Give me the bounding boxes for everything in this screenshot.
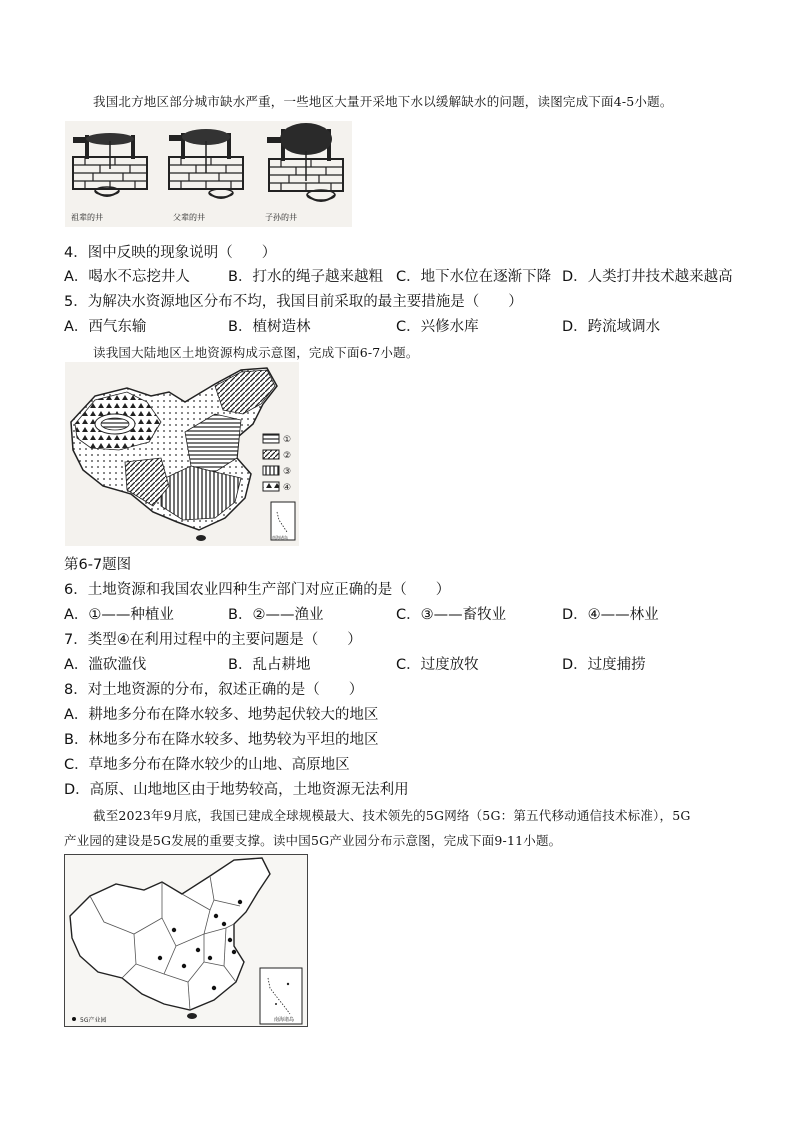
figure-caption: 第6-7题图 bbox=[64, 557, 132, 573]
q8-option-b[interactable]: B．林地多分布在降水较多、地势较为平坦的地区 bbox=[64, 732, 379, 748]
q6-option-b[interactable]: B．②——渔业 bbox=[228, 607, 324, 623]
wells-figure bbox=[65, 121, 352, 227]
q4-option-c[interactable]: C．地下水位在逐渐下降 bbox=[396, 269, 552, 285]
5g-park-marker bbox=[208, 956, 212, 960]
question-4-stem: 4．图中反映的现象说明（ ） bbox=[64, 245, 277, 261]
q6-option-a[interactable]: A．①——种植业 bbox=[64, 607, 174, 623]
intro-text-4-5: 我国北方地区部分城市缺水严重，一些地区大量开采地下水以缓解缺水的问题，读图完成下面4-5小题。 bbox=[93, 94, 673, 109]
well-label-1: 祖辈的井 bbox=[71, 213, 103, 222]
q5-option-d[interactable]: D．跨流域调水 bbox=[562, 319, 661, 335]
5g-park-marker bbox=[232, 950, 236, 954]
south-china-sea-inset bbox=[271, 502, 295, 540]
q8-option-c[interactable]: C．草地多分布在降水较少的山地、高原地区 bbox=[64, 757, 350, 773]
land-map-legend bbox=[263, 434, 291, 493]
5g-park-marker bbox=[172, 928, 176, 932]
q4-option-b[interactable]: B．打水的绳子越来越粗 bbox=[228, 269, 383, 285]
question-7-stem: 7．类型④在利用过程中的主要问题是（ ） bbox=[64, 632, 362, 648]
q6-option-c[interactable]: C．③——畜牧业 bbox=[396, 607, 507, 623]
q7-option-b[interactable]: B．乱占耕地 bbox=[228, 657, 311, 673]
well-parents bbox=[169, 129, 243, 222]
5g-map-legend bbox=[72, 1016, 106, 1024]
5g-park-marker bbox=[214, 914, 218, 918]
intro-text-9-11-line1: 截至2023年9月底，我国已建成全球规模最大、技术领先的5G网络（5G：第五代移动通信技术标准），5G bbox=[93, 808, 691, 823]
5g-park-marker bbox=[158, 956, 162, 960]
q4-option-d[interactable]: D．人类打井技术越来越高 bbox=[562, 269, 733, 285]
5g-park-marker bbox=[182, 964, 186, 968]
inset-label-1: 南海诸岛 bbox=[272, 535, 288, 540]
question-8-stem: 8．对土地资源的分布，叙述正确的是（ ） bbox=[64, 682, 364, 698]
5g-park-marker bbox=[212, 986, 216, 990]
well-grandparents bbox=[71, 133, 147, 222]
intro-text-6-7: 读我国大陆地区土地资源构成示意图，完成下面6-7小题。 bbox=[93, 345, 419, 360]
legend-5g-label: 5G产业园 bbox=[80, 1017, 107, 1024]
legend-1: ① bbox=[283, 435, 292, 445]
q4-option-a[interactable]: A．喝水不忘挖井人 bbox=[64, 269, 190, 285]
q5-option-a[interactable]: A．西气东输 bbox=[64, 319, 147, 335]
well-descendants bbox=[265, 123, 343, 222]
wells-illustration bbox=[65, 121, 352, 227]
5g-park-marker bbox=[228, 938, 232, 942]
inset-label-2: 南海诸岛 bbox=[274, 1017, 295, 1023]
land-resources-map bbox=[65, 362, 299, 546]
5g-park-marker bbox=[222, 922, 226, 926]
legend-3: ③ bbox=[283, 467, 292, 477]
q8-option-d[interactable]: D．高原、山地地区由于地势较高，土地资源无法利用 bbox=[64, 782, 409, 798]
question-5-stem: 5．为解决水资源地区分布不均，我国目前采取的最主要措施是（ ） bbox=[64, 294, 523, 310]
q7-option-d[interactable]: D．过度捕捞 bbox=[562, 657, 646, 673]
q7-option-a[interactable]: A．滥砍滥伐 bbox=[64, 657, 147, 673]
5g-map-svg bbox=[64, 854, 308, 1027]
question-6-stem: 6．土地资源和我国农业四种生产部门对应正确的是（ ） bbox=[64, 582, 451, 598]
q7-option-c[interactable]: C．过度放牧 bbox=[396, 657, 479, 673]
well-label-3: 子孙的井 bbox=[265, 213, 297, 222]
q6-option-d[interactable]: D．④——林业 bbox=[562, 607, 659, 623]
intro-text-9-11-line2: 产业园的建设是5G发展的重要支撑。读中国5G产业园分布示意图，完成下面9-11小题。 bbox=[64, 833, 562, 848]
5g-parks-map bbox=[64, 854, 308, 1027]
q5-option-c[interactable]: C．兴修水库 bbox=[396, 319, 479, 335]
legend-2: ② bbox=[283, 451, 292, 461]
5g-park-marker bbox=[196, 948, 200, 952]
land-map-svg bbox=[65, 362, 299, 546]
south-china-sea-inset-2 bbox=[260, 968, 302, 1024]
5g-park-marker bbox=[238, 900, 242, 904]
legend-4: ④ bbox=[283, 483, 292, 493]
q8-option-a[interactable]: A．耕地多分布在降水较多、地势起伏较大的地区 bbox=[64, 707, 379, 723]
well-label-2: 父辈的井 bbox=[173, 213, 205, 222]
q5-option-b[interactable]: B．植树造林 bbox=[228, 319, 311, 335]
